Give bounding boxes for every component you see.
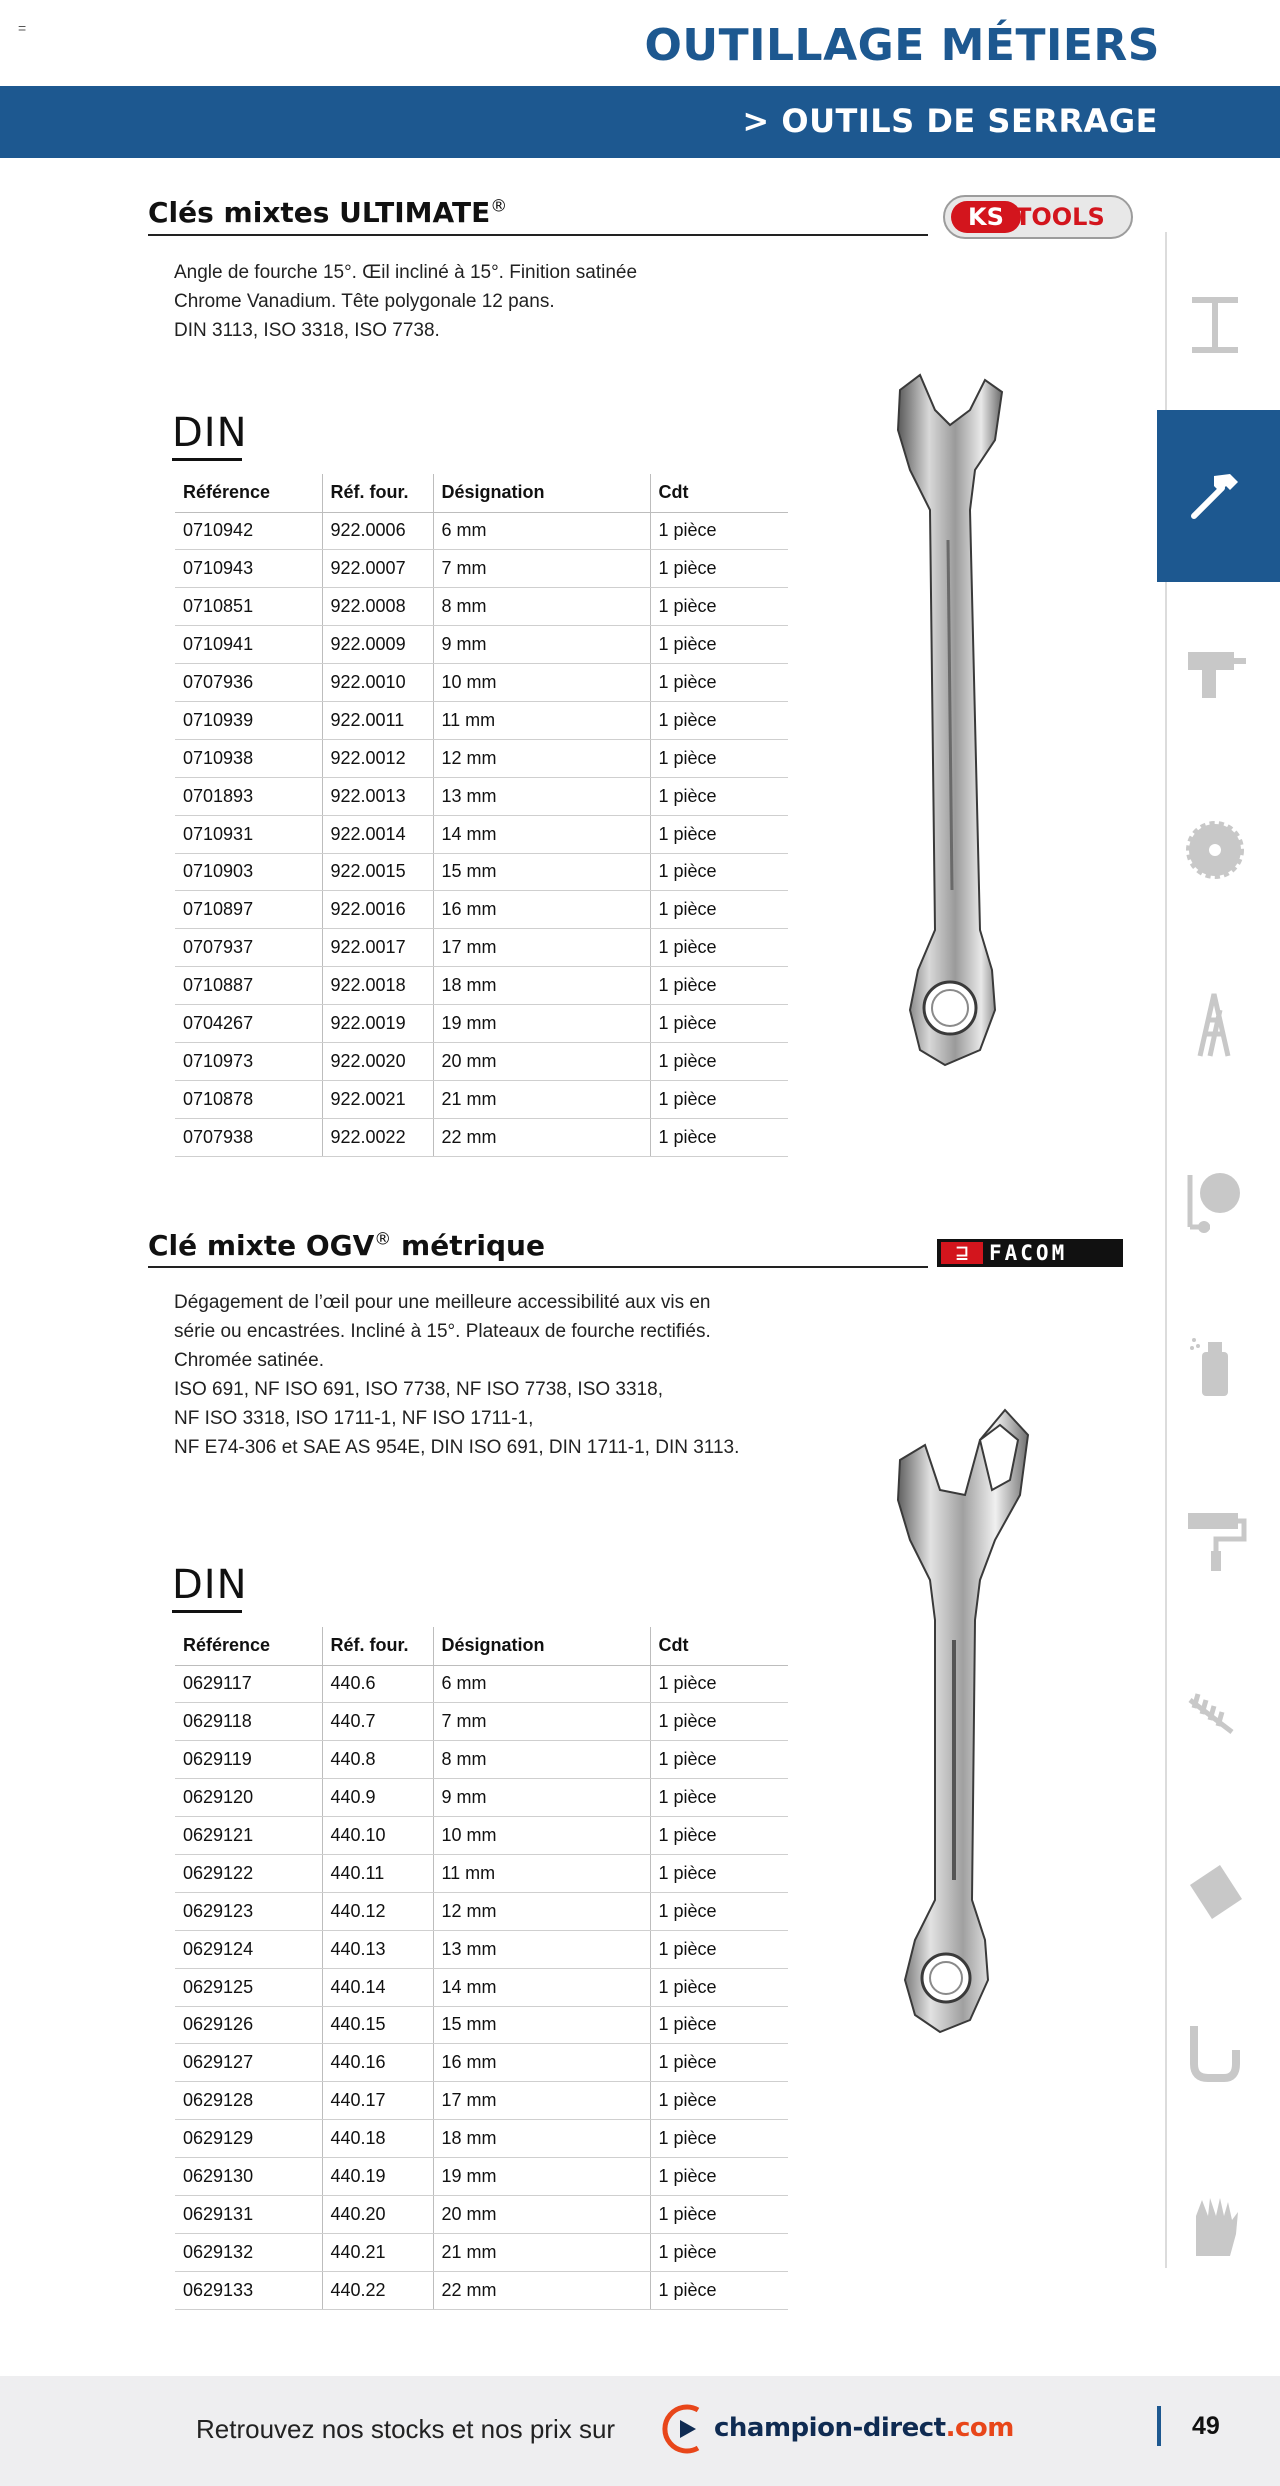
cell-packaging: 1 pièce [650, 512, 788, 550]
description-line: Angle de fourche 15°. Œil incliné à 15°. Finition satinée [174, 262, 638, 283]
cell-designation: 10 mm [433, 664, 650, 702]
cell-packaging: 1 pièce [650, 853, 788, 891]
cell-supplier-ref: 440.15 [322, 2006, 433, 2044]
cell-reference: 0629126 [175, 2006, 322, 2044]
table-row [175, 2195, 788, 2233]
cell-packaging: 1 pièce [650, 1080, 788, 1118]
section1-product-table [175, 474, 788, 1157]
cell-packaging: 1 pièce [650, 588, 788, 626]
page-number: 49 [1192, 2412, 1220, 2440]
cell-designation: 7 mm [433, 550, 650, 588]
table-row [175, 550, 788, 588]
table-row [175, 1854, 788, 1892]
cell-designation: 16 mm [433, 891, 650, 929]
table-row [175, 2158, 788, 2196]
cell-reference: 0629128 [175, 2082, 322, 2120]
cell-supplier-ref: 922.0018 [322, 967, 433, 1005]
cell-designation: 17 mm [433, 2082, 650, 2120]
ks-tools-logo [943, 195, 1133, 239]
cell-designation: 7 mm [433, 1703, 650, 1741]
cell-reference: 0710942 [175, 512, 322, 550]
description-line: Chromée satinée. [174, 1350, 324, 1371]
page-number-rule [1157, 2406, 1161, 2446]
cell-reference: 0629118 [175, 1703, 322, 1741]
cell-reference: 0710941 [175, 626, 322, 664]
table-row [175, 1779, 788, 1817]
cell-supplier-ref: 440.19 [322, 2158, 433, 2196]
cell-designation: 9 mm [433, 1779, 650, 1817]
table-row [175, 1930, 788, 1968]
cell-packaging: 1 pièce [650, 1892, 788, 1930]
cell-packaging: 1 pièce [650, 1703, 788, 1741]
table-row [175, 1892, 788, 1930]
footer-tagline: Retrouvez nos stocks et nos prix sur [196, 2414, 616, 2444]
description-line: NF E74-306 et SAE AS 954E, DIN ISO 691, DIN 1711-1, DIN 3113. [174, 1437, 740, 1458]
cell-supplier-ref: 922.0015 [322, 853, 433, 891]
section2-title-rule [148, 1266, 928, 1268]
cell-packaging: 1 pièce [650, 2271, 788, 2309]
cell-supplier-ref: 440.13 [322, 1930, 433, 1968]
cell-supplier-ref: 440.10 [322, 1817, 433, 1855]
cell-packaging: 1 pièce [650, 2158, 788, 2196]
cell-supplier-ref: 922.0006 [322, 512, 433, 550]
cell-reference: 0707937 [175, 929, 322, 967]
cell-designation: 14 mm [433, 1968, 650, 2006]
cell-packaging: 1 pièce [650, 2233, 788, 2271]
cell-supplier-ref: 440.22 [322, 2271, 433, 2309]
cell-packaging: 1 pièce [650, 626, 788, 664]
cell-supplier-ref: 922.0017 [322, 929, 433, 967]
cell-supplier-ref: 922.0007 [322, 550, 433, 588]
table-row [175, 1817, 788, 1855]
cell-designation: 20 mm [433, 2195, 650, 2233]
cell-designation: 9 mm [433, 626, 650, 664]
table-row [175, 2271, 788, 2309]
section2-standard-label: DIN [172, 1562, 248, 1608]
cell-packaging: 1 pièce [650, 1817, 788, 1855]
cell-designation: 12 mm [433, 739, 650, 777]
cell-supplier-ref: 922.0009 [322, 626, 433, 664]
cell-supplier-ref: 440.17 [322, 2082, 433, 2120]
cell-designation: 8 mm [433, 1741, 650, 1779]
cell-designation: 12 mm [433, 1892, 650, 1930]
cell-packaging: 1 pièce [650, 1118, 788, 1156]
ladder-icon[interactable] [1180, 990, 1250, 1060]
cell-designation: 15 mm [433, 853, 650, 891]
facom-logo [937, 1239, 1123, 1267]
cell-supplier-ref: 440.20 [322, 2195, 433, 2233]
cell-reference: 0710851 [175, 588, 322, 626]
header-reference: Référence [175, 474, 322, 512]
cell-designation: 20 mm [433, 1042, 650, 1080]
concrete-mixer-icon[interactable] [1180, 1165, 1250, 1235]
cell-designation: 10 mm [433, 1817, 650, 1855]
cell-packaging: 1 pièce [650, 2006, 788, 2044]
cell-packaging: 1 pièce [650, 2082, 788, 2120]
table-row [175, 777, 788, 815]
cell-reference: 0629129 [175, 2120, 322, 2158]
cell-designation: 21 mm [433, 1080, 650, 1118]
cell-reference: 0629133 [175, 2271, 322, 2309]
cell-packaging: 1 pièce [650, 1968, 788, 2006]
cell-reference: 0710931 [175, 815, 322, 853]
cell-designation: 18 mm [433, 2120, 650, 2158]
cell-designation: 21 mm [433, 2233, 650, 2271]
cell-packaging: 1 pièce [650, 701, 788, 739]
cell-reference: 0710943 [175, 550, 322, 588]
champion-direct-link[interactable]: champion-direct.com [714, 2413, 1014, 2443]
table-row [175, 1005, 788, 1043]
section1-standard-label: DIN [172, 410, 248, 456]
table-row [175, 2120, 788, 2158]
cell-reference: 0707938 [175, 1118, 322, 1156]
cell-packaging: 1 pièce [650, 1854, 788, 1892]
cell-reference: 0629132 [175, 2233, 322, 2271]
table-row [175, 967, 788, 1005]
table-row [175, 1042, 788, 1080]
cell-designation: 15 mm [433, 2006, 650, 2044]
pipe-icon[interactable] [1180, 2020, 1250, 2090]
cell-supplier-ref: 440.8 [322, 1741, 433, 1779]
cell-designation: 22 mm [433, 2271, 650, 2309]
table-row [175, 1665, 788, 1703]
cell-supplier-ref: 922.0016 [322, 891, 433, 929]
header-supplier-ref: Réf. four. [322, 1627, 433, 1665]
ks-logo-prefix: KS [951, 201, 1021, 233]
cell-supplier-ref: 922.0013 [322, 777, 433, 815]
cell-designation: 14 mm [433, 815, 650, 853]
cell-supplier-ref: 440.9 [322, 1779, 433, 1817]
description-line: Chrome Vanadium. Tête polygonale 12 pans. [174, 291, 555, 312]
header-packaging: Cdt [650, 474, 788, 512]
cell-designation: 19 mm [433, 1005, 650, 1043]
table-row [175, 1741, 788, 1779]
cell-packaging: 1 pièce [650, 1665, 788, 1703]
section2-product-table [175, 1627, 788, 2310]
table-row [175, 1703, 788, 1741]
header-supplier-ref: Réf. four. [322, 474, 433, 512]
table-row [175, 1968, 788, 2006]
cell-packaging: 1 pièce [650, 929, 788, 967]
table-row [175, 2044, 788, 2082]
cell-supplier-ref: 440.6 [322, 1665, 433, 1703]
cell-packaging: 1 pièce [650, 739, 788, 777]
table-row [175, 701, 788, 739]
champion-direct-logo-icon [662, 2404, 710, 2454]
table-row [175, 588, 788, 626]
corner-mark: = [18, 20, 27, 36]
cell-reference: 0701893 [175, 777, 322, 815]
cell-packaging: 1 pièce [650, 550, 788, 588]
table-row [175, 626, 788, 664]
combination-wrench-image [880, 370, 1020, 1080]
paint-roller-icon[interactable] [1180, 1505, 1250, 1575]
cell-designation: 8 mm [433, 588, 650, 626]
section1-title: Clés mixtes ULTIMATE® [148, 196, 508, 229]
cell-designation: 11 mm [433, 701, 650, 739]
cell-designation: 6 mm [433, 1665, 650, 1703]
steel-beam-icon[interactable] [1180, 290, 1250, 360]
section2-description [174, 1288, 739, 1462]
cell-supplier-ref: 440.7 [322, 1703, 433, 1741]
cell-supplier-ref: 922.0011 [322, 701, 433, 739]
table-row [175, 739, 788, 777]
cell-designation: 19 mm [433, 2158, 650, 2196]
description-line: DIN 3113, ISO 3318, ISO 7738. [174, 320, 440, 341]
cell-supplier-ref: 922.0020 [322, 1042, 433, 1080]
facom-logo-text: FACOM [989, 1241, 1068, 1265]
cell-supplier-ref: 440.14 [322, 1968, 433, 2006]
header-reference: Référence [175, 1627, 322, 1665]
cell-designation: 17 mm [433, 929, 650, 967]
sander-icon[interactable] [1180, 1855, 1250, 1925]
registered-mark: ® [374, 1229, 392, 1250]
table-row [175, 815, 788, 853]
cell-supplier-ref: 440.16 [322, 2044, 433, 2082]
cell-supplier-ref: 922.0010 [322, 664, 433, 702]
cell-designation: 16 mm [433, 2044, 650, 2082]
cell-reference: 0629119 [175, 1741, 322, 1779]
cell-supplier-ref: 922.0008 [322, 588, 433, 626]
cell-packaging: 1 pièce [650, 1741, 788, 1779]
description-line: série ou encastrées. Incliné à 15°. Plateaux de fourche rectifiés. [174, 1321, 711, 1342]
ks-logo-suffix: TOOLS [1015, 203, 1105, 231]
cell-reference: 0629127 [175, 2044, 322, 2082]
table-row [175, 2233, 788, 2271]
cell-supplier-ref: 440.11 [322, 1854, 433, 1892]
cell-packaging: 1 pièce [650, 1779, 788, 1817]
description-line: Dégagement de l’œil pour une meilleure accessibilité aux vis en [174, 1292, 711, 1313]
cell-reference: 0710939 [175, 701, 322, 739]
cell-reference: 0710938 [175, 739, 322, 777]
category-title: OUTILLAGE MÉTIERS [644, 20, 1160, 71]
saw-blade-icon[interactable] [1180, 815, 1250, 885]
registered-mark: ® [490, 196, 508, 217]
cell-packaging: 1 pièce [650, 2044, 788, 2082]
cell-designation: 22 mm [433, 1118, 650, 1156]
cell-reference: 0629130 [175, 2158, 322, 2196]
cell-reference: 0710903 [175, 853, 322, 891]
cell-supplier-ref: 440.12 [322, 1892, 433, 1930]
cell-reference: 0704267 [175, 1005, 322, 1043]
description-line: NF ISO 3318, ISO 1711-1, NF ISO 1711-1, [174, 1408, 534, 1429]
glove-icon[interactable] [1180, 2190, 1250, 2260]
cell-packaging: 1 pièce [650, 2120, 788, 2158]
cell-reference: 0710887 [175, 967, 322, 1005]
cell-packaging: 1 pièce [650, 2195, 788, 2233]
cell-designation: 13 mm [433, 1930, 650, 1968]
cell-reference: 0629124 [175, 1930, 322, 1968]
cell-packaging: 1 pièce [650, 777, 788, 815]
table-row [175, 891, 788, 929]
cell-supplier-ref: 922.0012 [322, 739, 433, 777]
table-row [175, 512, 788, 550]
cell-packaging: 1 pièce [650, 1005, 788, 1043]
section1-standard-rule [172, 458, 242, 461]
cell-designation: 11 mm [433, 1854, 650, 1892]
cell-reference: 0710897 [175, 891, 322, 929]
header-packaging: Cdt [650, 1627, 788, 1665]
table-header-row [175, 474, 788, 512]
cell-reference: 0629117 [175, 1665, 322, 1703]
facom-badge-icon: ⊒ [941, 1242, 983, 1264]
table-row [175, 1118, 788, 1156]
drill-icon[interactable] [1180, 640, 1250, 710]
table-row [175, 1080, 788, 1118]
screw-anchor-icon[interactable] [1180, 1680, 1250, 1750]
cell-packaging: 1 pièce [650, 1930, 788, 1968]
cell-supplier-ref: 922.0014 [322, 815, 433, 853]
table-row [175, 929, 788, 967]
cell-supplier-ref: 922.0019 [322, 1005, 433, 1043]
header-designation: Désignation [433, 1627, 650, 1665]
header-designation: Désignation [433, 474, 650, 512]
description-line: ISO 691, NF ISO 691, ISO 7738, NF ISO 7738, ISO 3318, [174, 1379, 663, 1400]
cell-designation: 18 mm [433, 967, 650, 1005]
table-header-row [175, 1627, 788, 1665]
cell-supplier-ref: 440.18 [322, 2120, 433, 2158]
cell-reference: 0710878 [175, 1080, 322, 1118]
section1-description [174, 258, 637, 345]
cell-supplier-ref: 922.0022 [322, 1118, 433, 1156]
cell-packaging: 1 pièce [650, 891, 788, 929]
cell-reference: 0707936 [175, 664, 322, 702]
cell-reference: 0629123 [175, 1892, 322, 1930]
cell-packaging: 1 pièce [650, 1042, 788, 1080]
subcategory-title: > OUTILS DE SERRAGE [742, 102, 1158, 140]
cell-designation: 13 mm [433, 777, 650, 815]
table-row [175, 664, 788, 702]
cell-reference: 0629121 [175, 1817, 322, 1855]
hammer-icon[interactable] [1180, 460, 1250, 530]
table-row [175, 2082, 788, 2120]
cell-packaging: 1 pièce [650, 815, 788, 853]
section2-title: Clé mixte OGV® métrique [148, 1229, 545, 1262]
section2-standard-rule [172, 1610, 242, 1613]
cell-reference: 0710973 [175, 1042, 322, 1080]
spray-can-icon[interactable] [1180, 1330, 1250, 1400]
cell-reference: 0629131 [175, 2195, 322, 2233]
table-row [175, 853, 788, 891]
section1-title-rule [148, 234, 928, 236]
cell-reference: 0629122 [175, 1854, 322, 1892]
cell-supplier-ref: 440.21 [322, 2233, 433, 2271]
cell-designation: 6 mm [433, 512, 650, 550]
ogv-wrench-image [880, 1400, 1040, 2060]
footer [0, 2376, 1280, 2486]
cell-reference: 0629125 [175, 1968, 322, 2006]
cell-packaging: 1 pièce [650, 967, 788, 1005]
cell-reference: 0629120 [175, 1779, 322, 1817]
table-row [175, 2006, 788, 2044]
subcategory-band [0, 86, 1280, 158]
cell-supplier-ref: 922.0021 [322, 1080, 433, 1118]
cell-packaging: 1 pièce [650, 664, 788, 702]
